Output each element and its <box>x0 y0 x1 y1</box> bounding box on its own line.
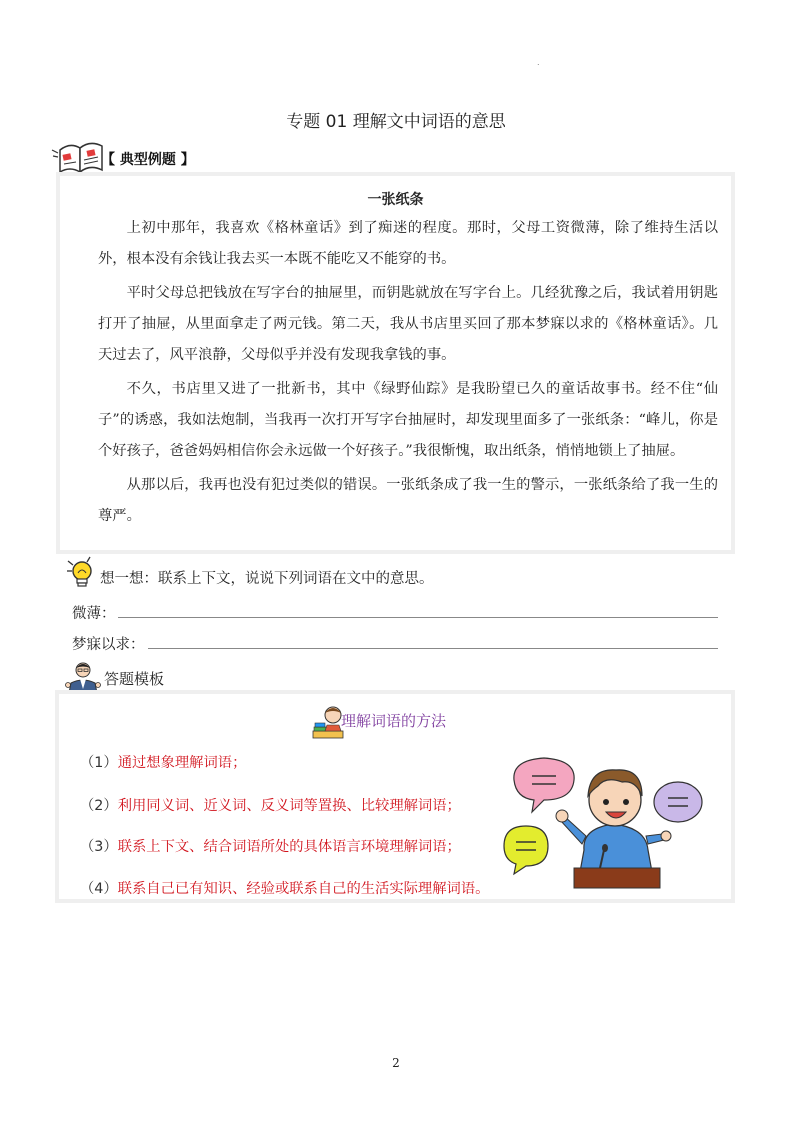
boy-speaking-illustration <box>502 750 722 890</box>
lightbulb-icon <box>64 553 100 591</box>
method-text: 利用同义词、近义词、反义词等置换、比较理解词语； <box>117 798 461 814</box>
method-number: （2） <box>80 798 118 814</box>
method-item <box>80 795 461 815</box>
story-box <box>56 172 735 554</box>
speech-bubble-icon <box>654 782 702 822</box>
method-item <box>80 752 246 772</box>
answer-line-mengmei[interactable] <box>148 648 718 649</box>
method-text: 联系自己已有知识、经验或联系自己的生活实际理解词语。 <box>117 881 490 897</box>
exercise-prompt: 想一想：联系上下文，说说下列词语在文中的意思。 <box>100 571 434 587</box>
story-paragraph: 从那以后，我再也没有犯过类似的错误。一张纸条成了我一生的警示，一张纸条给了我一生的尊严。 <box>98 477 718 524</box>
speech-bubble-icon <box>514 758 574 812</box>
page-title: 专题 01 理解文中词语的意思 <box>286 112 506 132</box>
method-number: （1） <box>80 755 118 771</box>
method-number: （4） <box>80 881 118 897</box>
open-book-icon <box>50 136 106 176</box>
method-number: （3） <box>80 839 118 855</box>
field-label-mengmei: 梦寐以求： <box>72 637 145 653</box>
method-text: 联系上下文、结合词语所处的具体语言环境理解词语； <box>117 839 461 855</box>
story-title: 一张纸条 <box>367 192 424 208</box>
page-number: 2 <box>392 1056 400 1070</box>
teacher-icon <box>64 659 102 693</box>
speech-bubble-icon <box>504 826 548 874</box>
template-label: 答题模板 <box>104 670 165 688</box>
field-label-weibo: 微薄： <box>72 606 116 622</box>
story-paragraph: 平时父母总把钱放在写字台的抽屉里，而钥匙就放在写字台上。几经犹豫之后，我试着用钥匙打开了抽屉，从里面拿走了两元钱。第二天，我从书店里买回了那本梦寐以求的《格林童话》。几天过去了，风平浪静，父母似乎并没有发现我拿钱的事。 <box>98 285 718 363</box>
header-dot: . <box>537 58 540 67</box>
story-body <box>98 213 718 535</box>
story-paragraph: 不久，书店里又进了一批新书，其中《绿野仙踪》是我盼望已久的童话故事书。经不住“仙子”的诱惑，我如法炮制，当我再一次打开写字台抽屉时，却发现里面多了一张纸条：“峰儿，你是个好孩子，爸爸妈妈相信你会永远做一个好孩子。”我很惭愧，取出纸条，悄悄地锁上了抽屉。 <box>98 381 718 459</box>
method-text: 通过想象理解词语； <box>117 755 247 771</box>
section-label: 【 典型例题 】 <box>101 152 195 168</box>
answer-line-weibo[interactable] <box>118 617 718 618</box>
method-item <box>80 878 489 898</box>
method-item <box>80 836 461 856</box>
reading-kid-icon <box>311 701 345 741</box>
methods-heading: 理解词语的方法 <box>341 712 447 730</box>
story-paragraph: 上初中那年，我喜欢《格林童话》到了痴迷的程度。那时，父母工资微薄，除了维持生活以外，根本没有余钱让我去买一本既不能吃又不能穿的书。 <box>98 220 718 267</box>
